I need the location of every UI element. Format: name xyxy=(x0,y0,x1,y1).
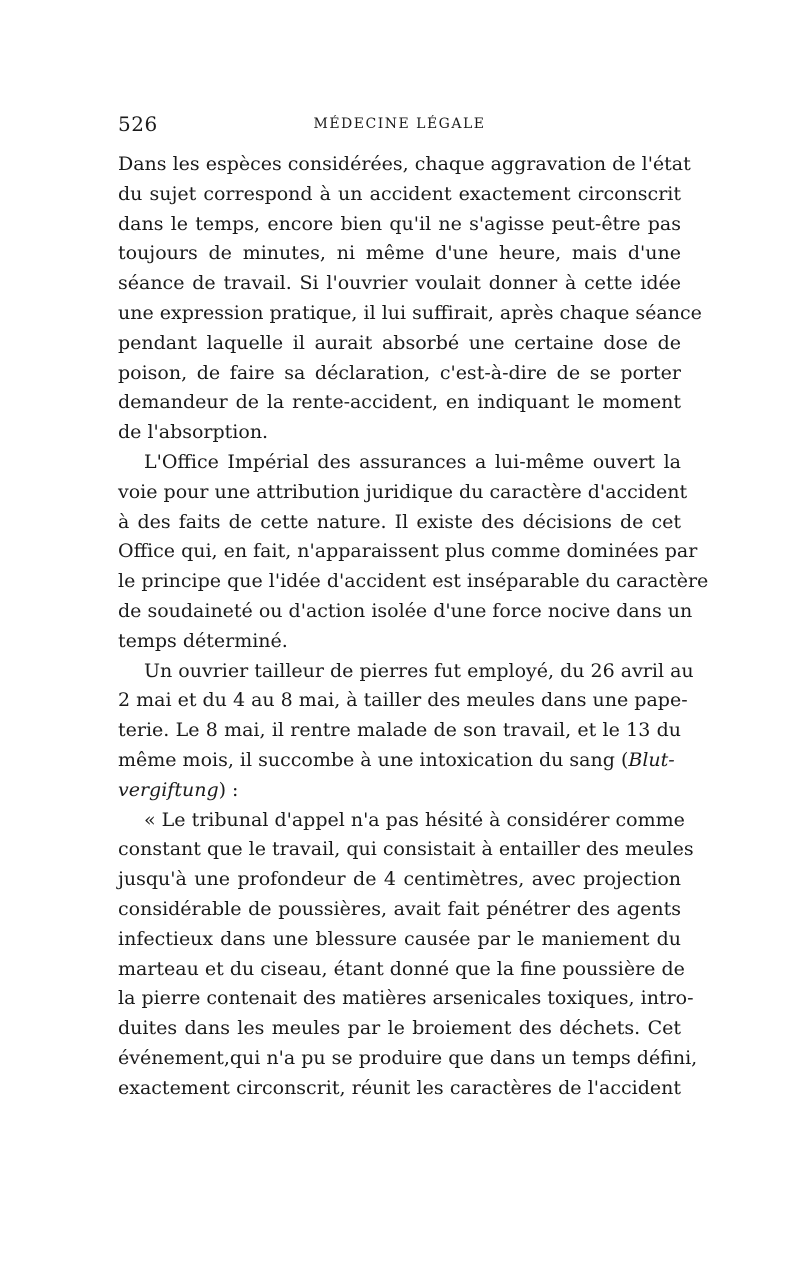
text-line xyxy=(118,746,681,776)
text-line: poison, de faire sa déclaration, c'est-à-dire de se porter xyxy=(118,361,681,384)
text-line: pendant laquelle il aurait absorbé une certaine dose de xyxy=(118,331,681,354)
running-title: MÉDECINE LÉGALE xyxy=(313,116,486,132)
text-segment: même mois, il succombe à une intoxication du sang ( xyxy=(118,748,629,771)
text-line: à des faits de cette nature. Il existe des décisions de cet xyxy=(118,510,681,533)
text-line: le principe que l'idée d'accident est inséparable du caractère xyxy=(118,570,709,593)
text-line: constant que le travail, qui consistait à entailler des meules xyxy=(118,838,694,861)
text-line: événement,qui n'a pu se produire que dans un temps défini, xyxy=(118,1046,698,1069)
text-line: 2 mai et du 4 au 8 mai, à tailler des meules dans une pape- xyxy=(118,689,688,712)
italic-term: vergiftung xyxy=(118,778,219,801)
text-line: de soudaineté ou d'action isolée d'une force nocive dans un xyxy=(118,599,693,622)
text-line: L'Office Impérial des assurances a lui-même ouvert la xyxy=(144,450,681,473)
text-line: une expression pratique, il lui suffirait, après chaque séance xyxy=(118,301,702,324)
italic-term: Blut- xyxy=(628,748,675,771)
text-line: temps déterminé. xyxy=(118,629,288,652)
text-line: considérable de poussières, avait fait pénétrer des agents xyxy=(118,897,681,920)
text-line: toujours de minutes, ni même d'une heure, mais d'une xyxy=(118,242,681,265)
text-line xyxy=(118,776,681,806)
text-line: demandeur de la rente-accident, en indiquant le moment xyxy=(118,391,681,414)
text-line: marteau et du ciseau, étant donné que la fine poussière de xyxy=(118,957,685,980)
text-line: de l'absorption. xyxy=(118,421,269,444)
text-line: « Le tribunal d'appel n'a pas hésité à considérer comme xyxy=(144,808,685,831)
text-line: séance de travail. Si l'ouvrier voulait donner à cette idée xyxy=(118,272,681,295)
text-line: voie pour une attribution juridique du caractère d'accident xyxy=(118,480,688,503)
text-line: Dans les espèces considérées, chaque aggravation de l'état xyxy=(118,153,691,175)
text-segment: ) : xyxy=(218,778,239,801)
text-line: infectieux dans une blessure causée par le maniement du xyxy=(118,927,681,950)
text-line: Office qui, en fait, n'apparaissent plus comme dominées par xyxy=(118,540,698,563)
page-number: 526 xyxy=(118,112,158,136)
text-line: terie. Le 8 mai, il rentre malade de son travail, et le 13 du xyxy=(118,719,681,742)
text-line: du sujet correspond à un accident exactement circonscrit xyxy=(118,182,681,205)
text-line: dans le temps, encore bien qu'il ne s'agisse peut-être pas xyxy=(118,212,681,235)
text-line: Un ouvrier tailleur de pierres fut employé, du 26 avril au xyxy=(144,659,694,682)
text-line: exactement circonscrit, réunit les caractères de l'accident xyxy=(118,1076,681,1099)
running-head xyxy=(118,112,681,142)
text-line: la pierre contenait des matières arsenicales toxiques, intro- xyxy=(118,987,694,1010)
body-text xyxy=(118,150,709,1104)
text-line: jusqu'à une profondeur de 4 centimètres, avec projection xyxy=(118,868,681,891)
text-line: duites dans les meules par le broiement des déchets. Cet xyxy=(118,1017,681,1040)
